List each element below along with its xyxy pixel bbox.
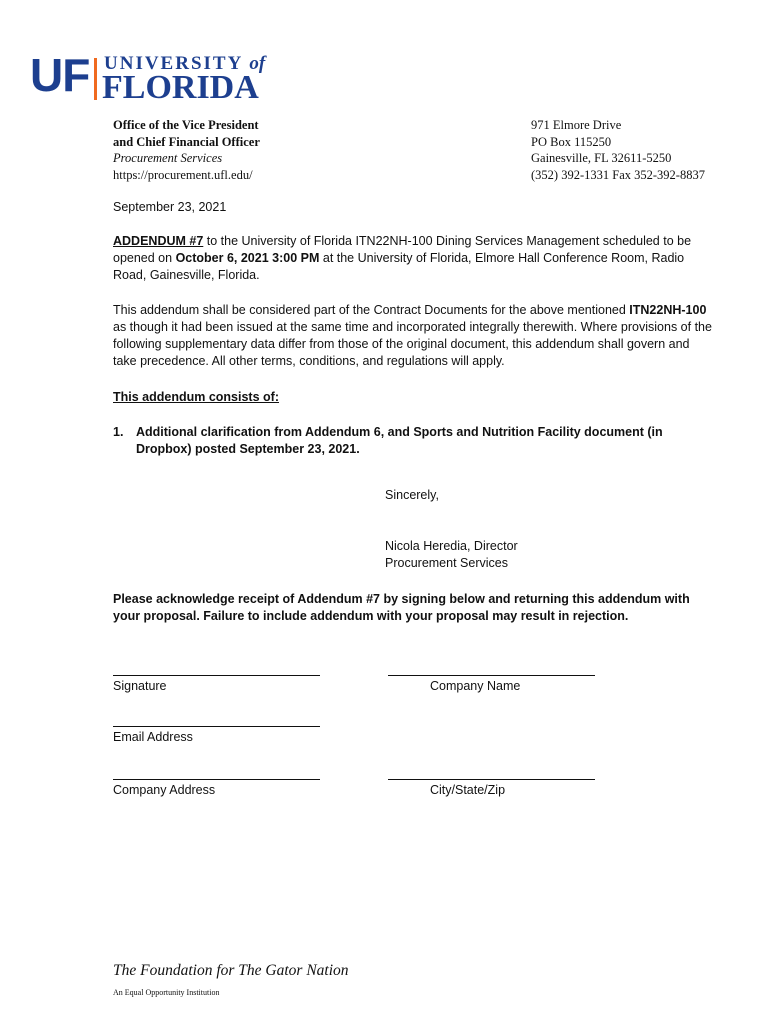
itn-number: ITN22NH-100 [629, 303, 707, 317]
letter-date: September 23, 2021 [113, 200, 227, 214]
uf-logo-mark: UF [30, 49, 90, 101]
address-line-3: Gainesville, FL 32611-5250 [531, 151, 672, 165]
addendum-label: ADDENDUM #7 [113, 234, 204, 248]
footer-eo: An Equal Opportunity Institution [113, 988, 220, 997]
logo-divider [94, 58, 97, 100]
address-line-1: 971 Elmore Drive [531, 118, 622, 132]
item-text: Additional clarification from Addendum 6, and Sports and Nutrition Facility document (in Dropbox) posted September 23, 2021. [136, 425, 663, 456]
opening-date: October 6, 2021 3:00 PM [175, 251, 320, 265]
company-address-label: Company Address [113, 783, 216, 797]
footer-tagline: The Foundation for The Gator Nation [113, 962, 349, 979]
office-line-2: and Chief Financial Officer [113, 134, 260, 149]
signature-line[interactable] [113, 675, 320, 676]
office-header [113, 117, 260, 183]
company-name-label: Company Name [430, 679, 521, 693]
signature-label: Signature [113, 679, 167, 693]
company-name-line[interactable] [388, 675, 595, 676]
company-address-line[interactable] [113, 779, 320, 780]
acknowledge-notice: Please acknowledge receipt of Addendum #7 by signing below and returning this addendum with your proposal. Failure to include addendum with your proposal may result in rejection. [113, 592, 690, 623]
address-line-4: (352) 392-1331 Fax 352-392-8837 [531, 167, 705, 182]
email-label: Email Address [113, 730, 193, 744]
signer-dept: Procurement Services [385, 556, 508, 570]
item-number: 1. [113, 425, 124, 439]
logo-university: UNIVERSITY of [104, 53, 266, 74]
address-line-2: PO Box 115250 [531, 134, 612, 149]
city-state-zip-line[interactable] [388, 779, 595, 780]
email-line[interactable] [113, 726, 320, 727]
scope-paragraph: This addendum shall be considered part of the Contract Documents for the above mentioned ITN22NH-100 as though it had been issued at the same time and incorporated integrally therewith. Where provisions of the following supplementary data differ from those of the original document, this addendum shall govern and take precedence. All other terms, conditions, and regulations will apply. [113, 303, 712, 368]
office-url: https://procurement.ufl.edu/ [113, 167, 253, 182]
logo-florida: FLORIDA [102, 69, 259, 106]
office-line-1: Office of the Vice President [113, 118, 259, 132]
address-header [531, 117, 705, 183]
closing-sincerely: Sincerely, [385, 488, 439, 502]
office-line-3: Procurement Services [113, 151, 223, 165]
city-state-zip-label: City/State/Zip [430, 783, 506, 797]
addendum-paragraph: ADDENDUM #7 to the University of Florida ITN22NH-100 Dining Services Management scheduled to be opened on October 6, 2021 3:00 PM at the University of Florida, Elmore Hall Conference Room, Radio Road, Gainesville, Florida. [113, 234, 692, 282]
signer-name: Nicola Heredia, Director [385, 539, 518, 553]
consists-heading: This addendum consists of: [113, 390, 279, 404]
